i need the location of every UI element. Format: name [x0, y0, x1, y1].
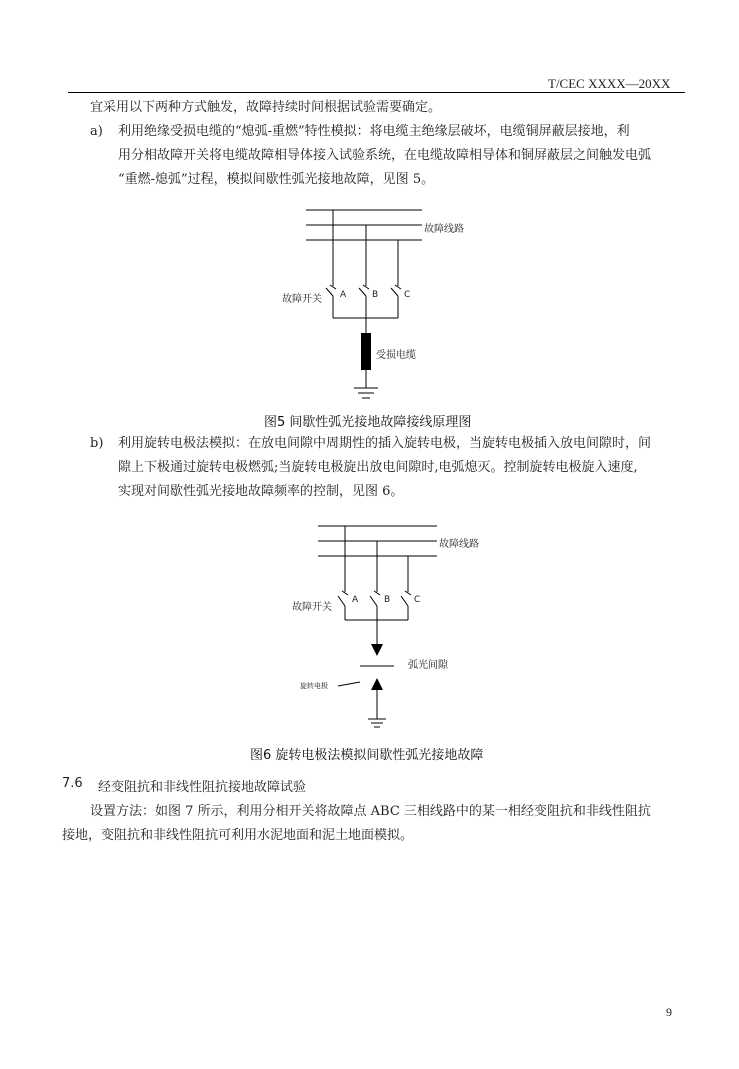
fig6-switch-a-blade [338, 596, 345, 606]
fig6-electrode-leader [338, 682, 360, 686]
section-title: 经变阻抗和非线性阻抗接地故障试验 [98, 780, 307, 795]
setup-line-1: 设置方法：如图 7 所示，利用分相开关将故障点 ABC 三相线路中的某一相经变阻抗和非线性阻抗 [90, 804, 651, 819]
fig6-electrode-label: 旋转电极 [300, 682, 328, 690]
fig6-phase-a-label: A [352, 595, 359, 605]
fig5-phase-b-label: B [372, 290, 379, 300]
fig6-phase-b-label: B [384, 595, 391, 605]
item-b-marker: b) [90, 436, 104, 451]
item-b-line-3: 实现对间歇性弧光接地故障频率的控制，见图 6。 [118, 484, 404, 499]
fig5-cable-label: 受损电缆 [376, 350, 416, 361]
item-a-line-1: 利用绝缘受损电缆的“熄弧-重燃”特性模拟：将电缆主绝缘层破坏，电缆铜屏蔽层接地，利 [118, 124, 630, 139]
fig5-phase-c-label: C [404, 290, 411, 300]
item-b-line-1: 利用旋转电极法模拟：在放电间隙中周期性的插入旋转电极，当旋转电极插入放电间隙时，间 [118, 436, 652, 451]
intro-paragraph: 宜采用以下两种方式触发，故障持续时间根据试验需要确定。 [90, 100, 442, 115]
fig5-switch-label: 故障开关 [282, 294, 322, 305]
fig6-lower-arrow-icon [371, 678, 383, 690]
document-code: T/CEC XXXX—20XX [548, 76, 671, 91]
section-number: 7.6 [62, 776, 83, 791]
item-a-marker: a) [90, 124, 103, 139]
page-number: 9 [666, 1005, 672, 1019]
fig6-line-label: 故障线路 [439, 539, 479, 550]
fig5-phase-a-label: A [340, 290, 347, 300]
fig6-upper-arrow-icon [371, 644, 383, 656]
fig6-gap-label: 弧光间隙 [408, 660, 448, 671]
item-a-line-3: “重燃-熄弧”过程，模拟间歇性弧光接地故障，见图 5。 [118, 172, 435, 187]
setup-line-2: 接地，变阻抗和非线性阻抗可利用水泥地面和泥土地面模拟。 [62, 828, 414, 843]
fig6-caption: 图6 旋转电极法模拟间歇性弧光接地故障 [250, 748, 484, 763]
fig6-switch-b-blade [370, 596, 377, 606]
fig6-switch-c-blade [401, 596, 408, 606]
fig5-line-label: 故障线路 [424, 224, 464, 235]
fig6-phase-c-label: C [414, 595, 421, 605]
fig6-switch-label: 故障开关 [292, 602, 332, 613]
item-b-line-2: 隙上下极通过旋转电极燃弧;当旋转电极旋出放电间隙时,电弧熄灭。控制旋转电极旋入速度, [118, 460, 638, 475]
item-a-line-2: 用分相故障开关将电缆故障相导体接入试验系统，在电缆故障相导体和铜屏蔽层之间触发电弧 [118, 148, 652, 163]
fig5-caption: 图5 间歇性弧光接地故障接线原理图 [264, 415, 472, 430]
